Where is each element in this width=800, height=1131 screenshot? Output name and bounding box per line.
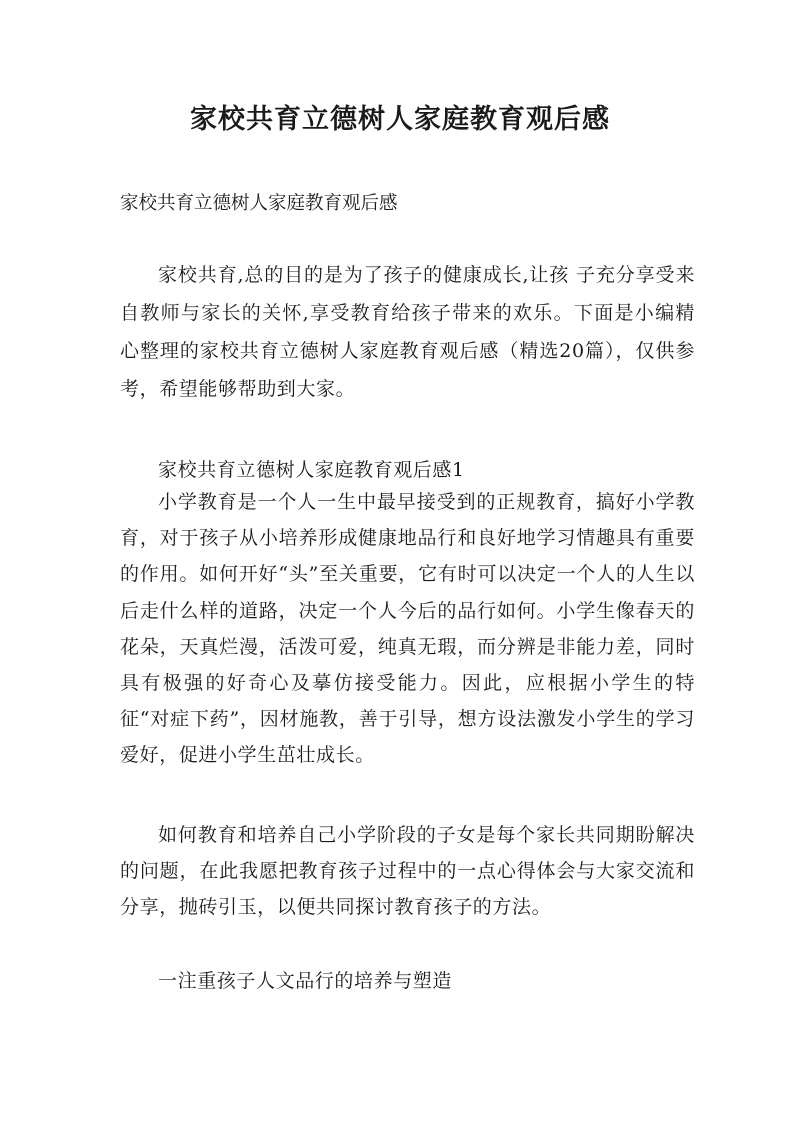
intro-paragraph: 家校共育,总的目的是为了孩子的健康成长,让孩 子充分享受来自教师与家长的关怀,享受教育给孩子带来的欢乐。下面是小编精心整理的家校共育立德树人家庭教育观后感（精选20篇），仅供参考，希望能够帮助到大家。	[120, 264, 695, 400]
document-title: 家校共育立德树人家庭教育观后感	[190, 104, 610, 135]
section-heading: 一注重孩子人文品行的培养与塑造	[158, 970, 453, 992]
body-paragraph-1: 小学教育是一个人一生中最早接受到的正规教育，搞好小学教育，对于孩子从小培养形成健康地品行和良好地学习情趣具有重要的作用。如何开好“头”至关重要，它有时可以决定一个人的人生以后走什么样的道路，决定一个人今后的品行如何。小学生像春天的花朵，天真烂漫，活泼可爱，纯真无瑕，而分辨是非能力差，同时具有极强的好奇心及摹仿接受能力。因此，应根据小学生的特征“对症下药”，因材施教，善于引导，想方设法激发小学生的学习爱好，促进小学生茁壮成长。	[120, 491, 695, 767]
body-paragraph-2: 如何教育和培养自己小学阶段的子女是每个家长共同期盼解决的问题，在此我愿把教育孩子过程中的一点心得体会与大家交流和分享，抛砖引玉，以便共同探讨教育孩子的方法。	[120, 824, 695, 919]
document-subtitle: 家校共育立德树人家庭教育观后感	[120, 193, 398, 214]
essay-heading: 家校共育立德树人家庭教育观后感1	[158, 459, 465, 481]
